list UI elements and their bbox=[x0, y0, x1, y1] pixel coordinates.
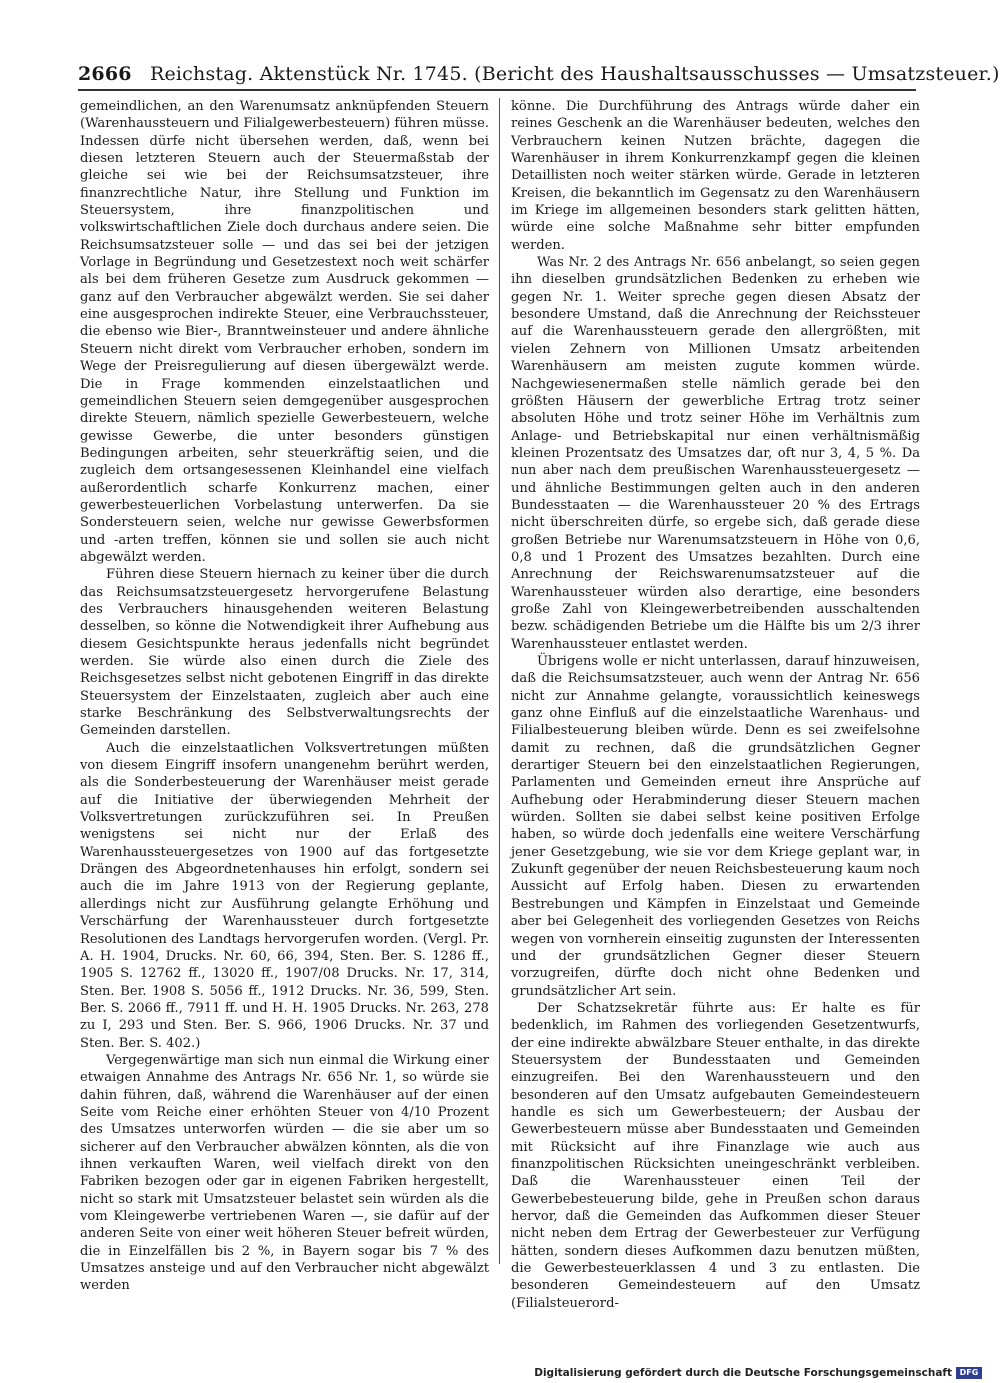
paragraph: könne. Die Durchführung des Antrags würde daher ein reines Geschenk an die Warenhäuser bedeuten, welches den Verbrauchern keinen Nutzen brächte, dagegen die Warenhäuser in ihrem Konkurrenzkampf gegen die kleinen Detaillisten noch weiter stärken würde. Gerade in letzteren Kreisen, die bekanntlich im Gegensatz zu den Warenhäusern im Kriege im allgemeinen besonders stark gelitten hätten, würde eine solche Maßnahme sehr bitter empfunden werden. bbox=[511, 99, 920, 253]
paragraph: Auch die einzelstaatlichen Volksvertretungen müßten von diesem Eingriff insofern unangenehm berührt werden, als die Sonderbesteuerung der Warenhäuser meist gerade auf die Initiative der überwiegenden Mehrheit der Volksvertretungen zurückzuführen sei. In Preußen wenigstens sei nicht nur der Erlaß des Warenhaussteuergesetzes von 1900 auf das fortgesetzte Drängen des Abgeordnetenhauses hin erfolgt, sondern sei auch die im Jahre 1913 von der Regierung geplante, allerdings nicht zur Ausführung gelangte Erhöhung und Verschärfung der Warenhaussteuer durch fortgesetzte Resolutionen des Landtags hervorgerufen worden. (Vergl. Pr. A. H. 1904, Drucks. Nr. 60, 66, 394, Sten. Ber. S. 1286 ff., 1905 S. 12762 ff., 13020 ff., 1907/08 Drucks. Nr. 17, 314, Sten. Ber. 1908 S. 5056 ff., 1912 Drucks. Nr. 36, 599, Sten. Ber. S. 2066 ff., 7911 ff. und H. H. 1905 Drucks. Nr. 263, 278 zu I, 293 und Sten. Ber. S. 966, 1906 Drucks. Nr. 37 und Sten. Ber. S. 402.) bbox=[80, 740, 489, 1051]
header-title: Reichstag. Aktenstück Nr. 1745. (Bericht des Haushaltsausschusses — Umsatzsteuer.) bbox=[149, 63, 1000, 85]
header-rule bbox=[78, 89, 916, 91]
paragraph: Was Nr. 2 des Antrags Nr. 656 anbelangt, so seien gegen ihn dieselben grundsätzlichen Bedenken zu erheben wie gegen Nr. 1. Weiter spreche gegen diesen Absatz der besondere Umstand, daß die Anrechnung der Reichssteuer auf die Warenhaussteuern gerade den allergrößten, mit vielen Zehnern von Millionen Umsatz arbeitenden Warenhäusern am meisten zugute kommen würde. Nachgewiesenermaßen stelle nämlich gerade bei den größten Häusern der gewerbliche Ertrag trotz seiner absoluten Höhe und trotz seiner Höhe im Verhältnis zum Anlage- und Betriebskapital nur einen verhältnismäßig kleinen Prozentsatz des Umsatzes dar, oft nur 3, 4, 5 %. Da nun aber nach dem preußischen Warenhaussteuergesetz — und ähnliche Bestimmungen gelten auch in den anderen Bundesstaaten — die Warenhaussteuer 20 % des Ertrags nicht überschreiten dürfe, so ergebe sich, daß gerade diese großen Betriebe nur Warenumsatzsteuern in Höhe von 0,6, 0,8 und 1 Prozent des Umsatzes bezahlten. Durch eine Anrechnung der Reichswarenumsatzsteuer auf die Warenhaussteuer würden also derartige, eine besonders große Zahl von Kleingewerbetreibenden ausschaltenden bezw. schädigenden Betriebe um die Hälfte bis um 2/3 ihrer Warenhaussteuer entlastet werden. bbox=[511, 255, 920, 652]
right-column bbox=[511, 98, 920, 1311]
digitization-credit bbox=[534, 1366, 982, 1380]
running-header bbox=[78, 58, 1000, 90]
paragraph: Übrigens wolle er nicht unterlassen, darauf hinzuweisen, daß die Reichsumsatzsteuer, auch wenn der Antrag Nr. 656 nicht zur Annahme gelangte, voraussichtlich keineswegs ganz ohne Einfluß auf die einzelstaatliche Warenhaus- und Filialbesteuerung bleiben würde. Denn es sei zweifelsohne damit zu rechnen, daß die grundsätzlichen Gegner derartiger Steuern bei den einzelstaatlichen Regierungen, Parlamenten und Gemeinden erneut ihre Ansprüche auf Aufhebung oder Herabminderung dieser Steuern machen würden. Sollten sie dabei selbst keine positiven Erfolge haben, so würde doch jedenfalls eine weitere Verschärfung jener Gesetzgebung, wie sie vor dem Kriege geplant war, in Zukunft gegenüber der neuen Reichsbesteuerung kaum noch Aussicht auf Erfolg haben. Diesen zu erwartenden Bestrebungen und Kämpfen in Einzelstaat und Gemeinde aber bei Gelegenheit des vorliegenden Gesetzes von Reichs wegen von vornherein einseitig zugunsten der Interessenten und der grundsätzlichen Gegner dieser Steuern vorzugreifen, dürfte doch nicht ohne Bedenken und grundsätzlicher Art sein. bbox=[511, 654, 920, 999]
paragraph: Vergegenwärtige man sich nun einmal die Wirkung einer etwaigen Annahme des Antrags Nr. 656 Nr. 1, so würde sie dahin führen, daß, während die Warenhäuser auf der einen Seite vom Reiche einer erhöhten Steuer von 4/10 Prozent des Umsatzes unterworfen würden — die sie aber um so sicherer auf den Verbraucher abwälzen könnten, als die von ihnen verkauften Waren, weil vielfach direkt von den Fabriken bezogen oder gar in eigenen Fabriken hergestellt, nicht so stark mit Umsatzsteuer belastet sein würden als die vom Kleingewerbe vertriebenen Waren —, sie dafür auf der anderen Seite von einer weit höheren Steuer befreit würden, die in Einzelfällen bis 2 %, in Bayern sogar bis 7 % des Umsatzes ansteige und auf den Verbraucher nicht abgewälzt werden bbox=[80, 1052, 489, 1294]
left-column bbox=[80, 98, 489, 1294]
credit-text: Digitalisierung gefördert durch die Deutsche Forschungsgemeinschaft bbox=[534, 1367, 952, 1379]
page-number: 2666 bbox=[78, 63, 132, 85]
dfg-logo-icon: DFG bbox=[956, 1367, 982, 1379]
column-divider bbox=[499, 98, 500, 1264]
paragraph: gemeindlichen, an den Warenumsatz anknüpfenden Steuern (Warenhaussteuern und Filialgewerbesteuern) führen müsse. Indessen dürfe nicht übersehen werden, daß, wenn bei diesen letzteren Steuern auch der Steuermaßstab der gleiche sei wie bei der Reichsumsatzsteuer, ihre finanzrechtliche Natur, ihre Stellung und Funktion im Steuersystem, ihre finanzpolitischen und volkswirtschaftlichen Ziele doch durchaus andere seien. Die Reichsumsatzsteuer solle — und das sei bei der jetzigen Vorlage in Begründung und Gesetzestext noch weit schärfer als bei dem früheren Gesetze zum Ausdruck gekommen — ganz auf den Verbraucher abgewälzt werden. Sie sei daher eine ausgesprochen indirekte Steuer, eine Verbrauchssteuer, die ebenso wie Bier-, Branntweinsteuer und andere ähnliche Steuern nicht direkt vom Verbraucher erhoben, sondern im Wege der Preisregulierung auf diesen übergewälzt werde. Die in Frage kommenden einzelstaatlichen und gemeindlichen Steuern seien demgegenüber ausgesprochen direkte Steuern, nämlich spezielle Gewerbesteuern, welche gewisse Gewerbe, die unter besonders günstigen Bedingungen arbeiten, sehr steuerkräftig seien, und die zugleich dem ortsangesessenen Kleinhandel eine vielfach außerordentlich scharfe Konkurrenz machen, einer gewerbesteuerlichen Vorbelastung unterwerfen. Da sie Sondersteuern seien, welche nur gewisse Gewerbsformen und -arten treffen, können sie und sollen sie auch nicht abgewälzt werden. bbox=[80, 99, 489, 565]
paragraph: Der Schatzsekretär führte aus: Er halte es für bedenklich, im Rahmen des vorliegenden Gesetzentwurfs, der eine indirekte abwälzbare Steuer enthalte, in das direkte Steuersystem der Bundesstaaten und Gemeinden einzugreifen. Bei den Warenhaussteuern und den besonderen auf den Umsatz aufgebauten Gemeindesteuern handle es sich um Gewerbesteuern; der Ausbau der Gewerbesteuern müsse aber Bundesstaaten und Gemeinden mit Rücksicht auf ihre Finanzlage wie auch aus finanzpolitischen Rücksichten uneingeschränkt verbleiben. Daß die Warenhaussteuer einen Teil der Gewerbebesteuerung bilde, gehe in Preußen schon daraus hervor, daß die Gemeinden das Aufkommen dieser Steuer nicht neben dem Ertrag der Gewerbesteuer zur Verfügung hätten, sondern dieses Aufkommen dazu benutzen müßten, die Gewerbesteuerklassen 4 und 3 zu entlasten. Die besonderen Gemeindesteuern auf den Umsatz (Filialsteuerord- bbox=[511, 1000, 920, 1311]
paragraph: Führen diese Steuern hiernach zu keiner über die durch das Reichsumsatzsteuergesetz hervorgerufene Belastung des Verbrauchers hinausgehenden weiteren Belastung desselben, so könne die Notwendigkeit ihrer Aufhebung aus diesem Gesichtspunkte heraus jedenfalls nicht begründet werden. Sie würde also einen durch die Ziele des Reichsgesetzes selbst nicht gebotenen Eingriff in das direkte Steuersystem der Einzelstaaten, zugleich aber auch eine starke Beschränkung des Selbstverwaltungsrechts der Gemeinden darstellen. bbox=[80, 567, 489, 739]
